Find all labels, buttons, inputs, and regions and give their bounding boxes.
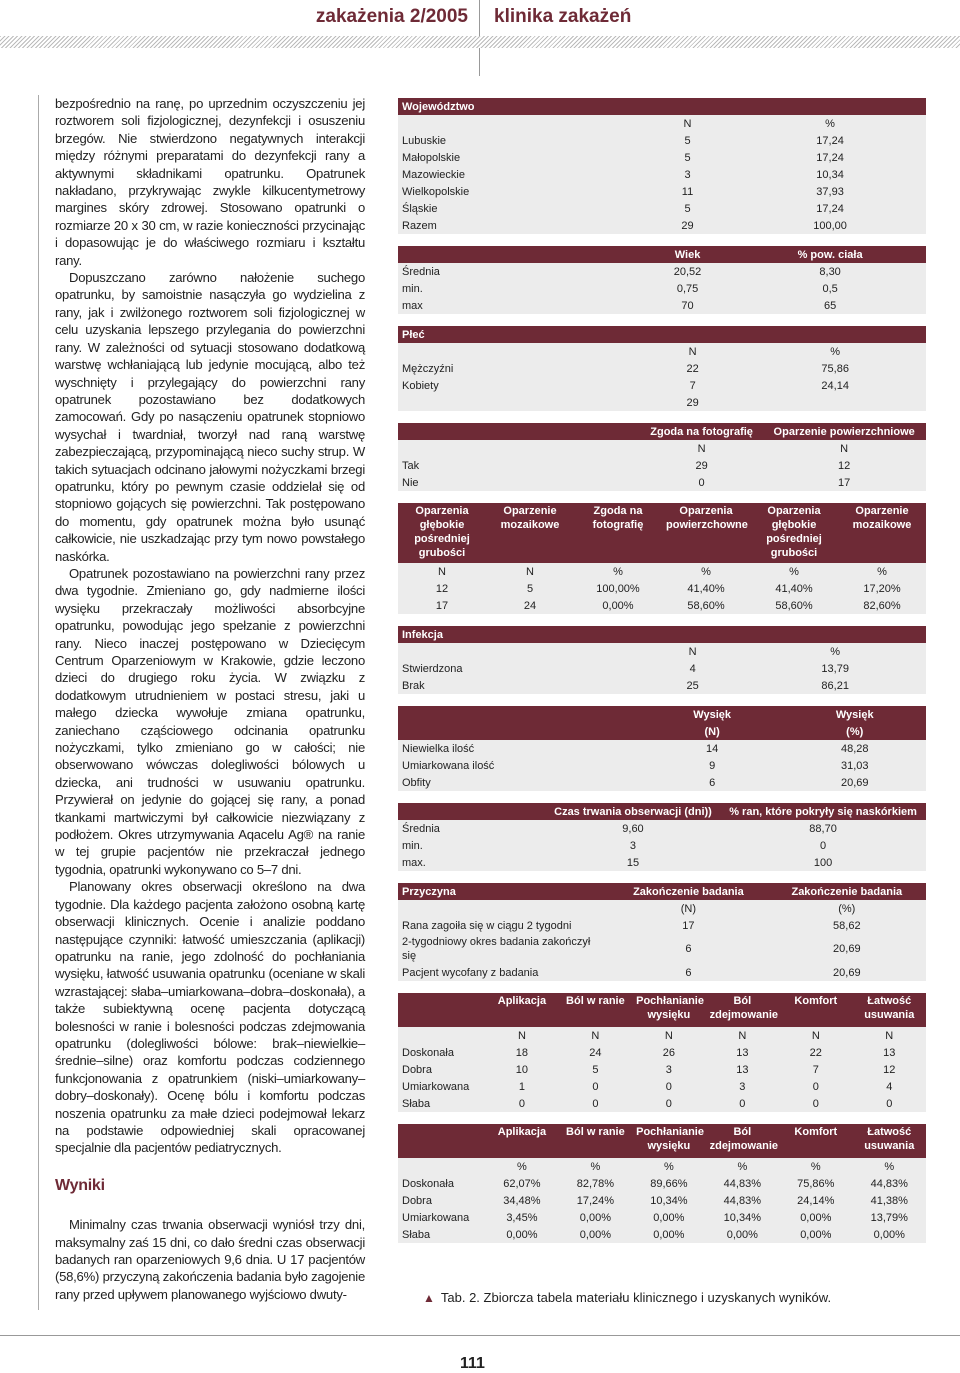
table-region: Płeć N % Mężczyźni 22 75,86 Kobiety 7 24,14 29 xyxy=(398,326,926,411)
header-hatch-band xyxy=(0,36,960,48)
table-region: Aplikacja Ból w ranie Pochłanianie wysięku Ból zdejmowanie Komfort Łatwość usuwania % % % % % % Doskonała 62,07% 82,78% 89,66% 44,83% 75,86% 44,83% Dobra 34,48% 17,24% 10,34% 44,83% 24,14% 41,38% Umiarkowana 3,45% 0,00% 0,00% 10,34% 0,00% 13,79% Słaba 0,00% 0,00% 0,00% 0,00% 0,00% 0,00% xyxy=(398,1124,926,1243)
table-row: Mazowieckie 3 10,34 xyxy=(402,168,844,181)
paragraph: Dopuszczano zarówno nałożenie suchego opatrunku, by samoistnie nasączyła go wydzielina z rany, jak i zwilżonego roztworem soli fizjologicznej w celu uzyskania lepszego przylegania do powierzchni rany. W zależności od sytuacji stosowano dodatkową warstwę wchłaniającą lub jedynie mocującą, albo też wyschnięty i przylegający do powierzchni rany opatrunek pozostawiano bez dodatkowych zamocowań. Gdy po nasączeniu opatrunek stopniowo wysychał i twardniał, tworzył nad raną warstwę zabezpieczającą, przypominającą nieco suchy strup. W takich sytuacjach odcinano jałowymi nożyczkami brzegi opatrunku, który po pewnym czasie oddzielał się od stopniowo gojących się powierzchni. Tak postępowano do momentu, gdy opatrunek można było usunąć całkowicie, nie uszkadzając przy tym nowo powstałego naskórka. xyxy=(55,270,365,564)
col-header: % pow. ciała xyxy=(734,246,926,263)
table-row: Stwierdzona 4 13,79 xyxy=(402,662,849,675)
table-row: min. 3 0 xyxy=(402,839,827,852)
col-header: N xyxy=(683,117,692,130)
table-row: Rana zagoiła się w ciągu 2 tygodni 17 58,62 xyxy=(402,919,861,932)
table-row: max. 15 100 xyxy=(402,856,833,869)
table-row: Brak 25 86,21 xyxy=(402,679,849,692)
table-row: 17 24 0,00% 58,60% 58,60% 82,60% xyxy=(435,599,901,612)
footer-rule xyxy=(0,1335,960,1336)
page-number: 111 xyxy=(460,1355,485,1372)
table-region xyxy=(398,246,926,314)
table-row: Tak 29 12 xyxy=(402,459,851,472)
table-row: 29 xyxy=(686,396,699,409)
triangle-up-icon: ▲ xyxy=(423,1291,435,1305)
left-text-column xyxy=(55,95,365,1303)
table-region: Aplikacja Ból w ranie Pochłanianie wysięku Ból zdejmowanie Komfort Łatwość usuwania N N N N N N Doskonała 18 24 26 13 22 13 Dobra 10 5 3 13 7 12 Umiarkowana 1 0 0 3 0 4 Słaba 0 0 0 0 0 0 xyxy=(398,993,926,1112)
journal-title: zakażenia 2/2005 xyxy=(315,6,468,27)
table-row: Śląskie 5 17,24 xyxy=(402,202,844,215)
section-title: klinika zakażeń xyxy=(494,6,632,27)
table-row: Średnia 9,60 88,70 xyxy=(402,822,837,835)
table-row: Niewielka ilość 14 48,28 xyxy=(402,742,869,755)
table-row: Umiarkowana ilość 9 31,03 xyxy=(402,759,869,772)
table-row: Nie 0 17 xyxy=(402,476,851,489)
table-row: Lubuskie 5 17,24 xyxy=(402,134,844,147)
page-header xyxy=(0,0,960,34)
section-heading: Wyniki xyxy=(55,1176,105,1194)
col-header: Wiek xyxy=(641,246,734,263)
table-row: Kobiety 7 24,14 xyxy=(402,379,849,392)
table-row: Pacjent wycofany z badania 6 20,69 xyxy=(402,966,861,979)
table-row: 2-tygodniowy okres badania zakończył się 6 20,69 xyxy=(402,936,861,962)
table-row: Umiarkowana 3,45% 0,00% 0,00% 10,34% 0,00% 13,79% xyxy=(402,1211,908,1224)
paragraph: Minimalny czas trwania obserwacji wyniósł trzy dni, maksymalny zaś 15 dni, co dało średni czas obserwacji badanych ran oparzeniowych 9,6 dnia. U 17 pacjentów (58,6%) przyczyną zakończenia badania było zagojenie rany przed upływem planowanego wyjściowo dwuty- xyxy=(55,1217,365,1302)
table-row: Dobra 34,48% 17,24% 10,34% 44,83% 24,14% 41,38% xyxy=(402,1194,908,1207)
paragraph: bezpośrednio na ranę, po uprzednim oczyszczeniu jej roztworem soli fizjologicznej, dezynfekcji i osuszeniu brzegów. Nie stwierdzono negatywnych interakcji między różnymi preparatami do dezynfekcji rany a aktywnymi składnikami opatrunku. Opatrunek nakładano, przykrywając zwykle kilkucentymetrowy margines skóry zdrowej. Stosowano opatrunki o rozmiarze 20 x 30 cm, w razie konieczności przycinając i dopasowując je do właściwego rozmiaru i kształtu rany. xyxy=(55,96,365,268)
table-region: Wysięk Wysięk (N) (%) Niewielka ilość 14 48,28 Umiarkowana ilość 9 31,03 Obfity 6 20,69 xyxy=(398,706,926,791)
table-row: Umiarkowana 1 0 0 3 0 4 xyxy=(402,1080,893,1093)
col-header: % xyxy=(825,117,835,130)
table-region: Infekcja N % Stwierdzona 4 13,79 Brak 25 86,21 xyxy=(398,626,926,694)
table-title: Płeć xyxy=(398,326,926,343)
table-row: min. 0,75 0,5 xyxy=(402,282,838,295)
table-region xyxy=(398,98,926,234)
caption-text: Tab. 2. Zbiorcza tabela materiału klinicznego i uzyskanych wyników. xyxy=(440,1290,832,1305)
table-region: Zgoda na fotografię Oparzenie powierzchniowe N N Tak 29 12 Nie 0 17 xyxy=(398,423,926,491)
table-row: Średnia 20,52 8,30 xyxy=(402,265,841,278)
table-row: Wielkopolskie 11 37,93 xyxy=(402,185,844,198)
table-row: Doskonała 18 24 26 13 22 13 xyxy=(402,1046,896,1059)
table-row: Małopolskie 5 17,24 xyxy=(402,151,844,164)
table-region: Przyczyna Zakończenie badania Zakończenie badania (N) (%) Rana zagoiła się w ciągu 2 tygodni 17 58,62 2-tygodniowy okres badania zakończył się 6 20,69 Pacjent wycofany z badania 6 20,69 xyxy=(398,883,926,981)
table-region: Czas trwania obserwacji (dni)) % ran, które pokryły się naskórkiem Średnia 9,60 88,70 min. 3 0 max. 15 100 xyxy=(398,803,926,871)
table-row: Słaba 0 0 0 0 0 0 xyxy=(402,1097,893,1110)
summary-table xyxy=(398,98,926,1255)
table-title: Województwo xyxy=(398,98,926,115)
table-row: 12 5 100,00% 41,40% 41,40% 17,20% xyxy=(435,582,901,595)
table-row: Dobra 10 5 3 13 7 12 xyxy=(402,1063,896,1076)
table-row: max 70 65 xyxy=(402,299,837,312)
table-caption xyxy=(423,1290,831,1305)
table-row: Słaba 0,00% 0,00% 0,00% 0,00% 0,00% 0,00% xyxy=(402,1228,905,1241)
table-row: Doskonała 62,07% 82,78% 89,66% 44,83% 75,86% 44,83% xyxy=(402,1177,908,1190)
paragraph: Planowany okres obserwacji określono na dwa tygodnie. Dla każdego pacjenta założono osobną kartę obserwacji klinicznych. Ocenie i analizie poddano następujące czynniki: łatwość umieszczania (aplikacji) opatrunku na ranie, jego zdolność do pochłaniania wysięku, łatwość usuwania opatrunku (oceniane w skali wzrastającej: słaba–umiarkowana–dobra–doskonała), a także subiektywną ocenę pacjenta dotyczącą bolesności w ranie i bolesności podczas zdejmowania opatrunku (dolegliwości bólowe: brak–niewielkie–średnie–silne) oraz komfortu podczas codziennego funkcjonowania z opatrunkiem (niski–umiarkowany–dobry–doskonały). Ocenę bólu i komfortu podczas noszenia opatrunku za małe dzieci podejmował lekarz na podstawie odpowiedniej skali opracowanej specjalnie dla pacjentów pediatrycznych. xyxy=(55,879,365,1156)
table-row: Mężczyźni 22 75,86 xyxy=(402,362,849,375)
table-row: Obfity 6 20,69 xyxy=(402,776,869,789)
left-margin-rule xyxy=(38,95,39,1310)
table-row: Razem 29 100,00 xyxy=(402,219,847,232)
paragraph: Opatrunek pozostawiano na powierzchni rany przez dwa tygodnie. Zmieniano go, gdy nadmierne ilości wysięku przekraczały możliwości absorbcyjne opatrunku, powodując jego spełzanie z powierzchni rany. Nieco inaczej postępowano w Dziecięcym Centrum Oparzeniowym w Krakowie, gdzie leczono dzieci do drugiego roku życia. W związku z dodatkowym utrudnieniem w postaci stresu, jaki u małego dziecka wywołuje zmiana opatrunku, zaniechano cząściowego odcinania opatrunku nożyczkami, tylko zmieniano go w całości; nie obserwowano wówczas dolegliwości bólowych u dziecka, ani trudności w usuwaniu opatrunku. Przywierał on jedynie do gojącej się rany, a ponad tkankami martwiczymi był całkowicie niezwiązany z podłożem. Okres utrzymywania Aqacelu Ag® na ranie w tej grupie pacjentów nie przekraczał jednego tygodnia, opatrunki wykonywano co 5–7 dni. xyxy=(55,565,365,877)
table-region: Oparzenia głębokie pośredniej grubości Oparzenie mozaikowe Zgoda na fotografię Oparzenia powierzchowne Oparzenia głębokie pośredniej grubości Oparzenie mozaikowe N N % % % % 12 5 100,00% 41,40% 41,40% 17,20% 17 24 0,00% 58,60% 58,60% 82,60% xyxy=(398,503,926,614)
